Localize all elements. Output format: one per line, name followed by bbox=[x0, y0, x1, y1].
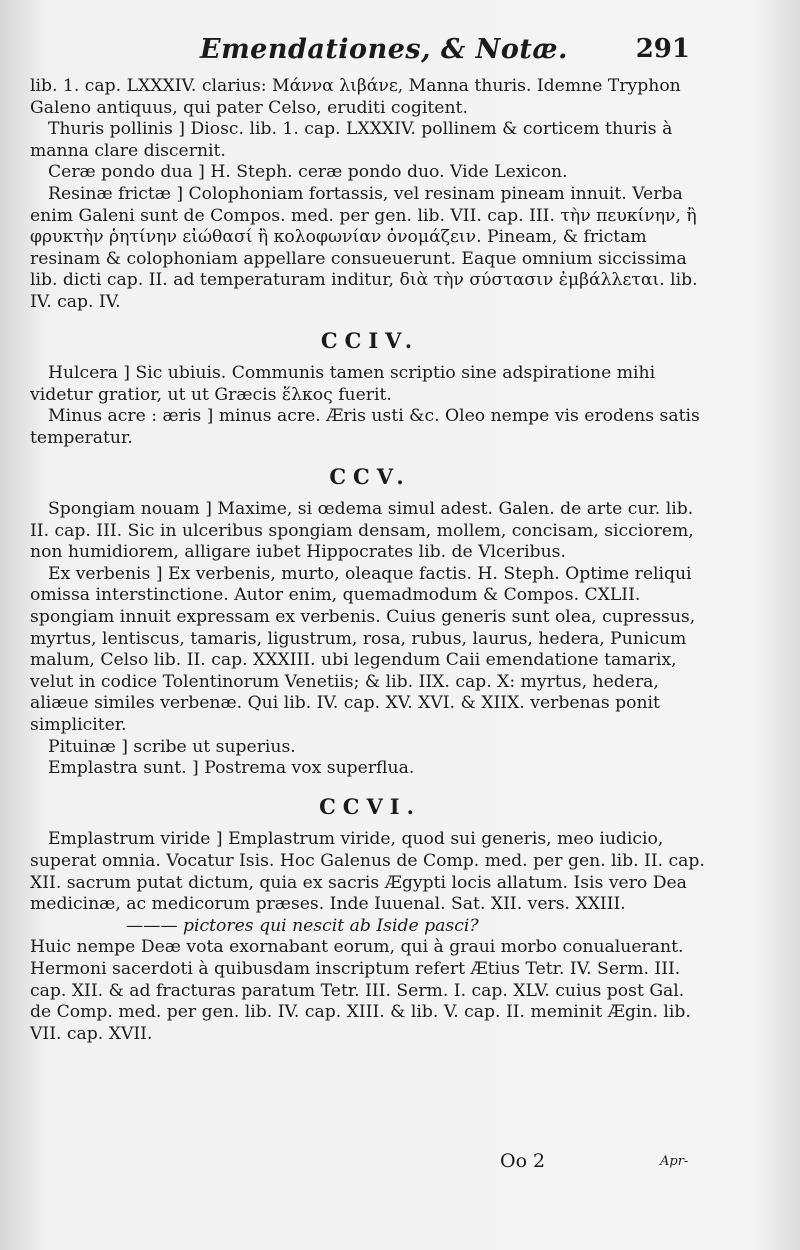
section-heading-ccIV: CCIV. bbox=[320, 327, 420, 353]
page-header bbox=[200, 34, 690, 74]
page-number: 291 bbox=[635, 34, 690, 64]
paragraph-12: Huic nempe Deæ vota exornabant eorum, qui à graui morbo conualuerant. Hermoni sacerdoti à quibusdam inscriptum refert Ætius Tetr. IV. Serm. III. cap. XII. & ad fracturas paratum Tetr. III. Serm. I. cap. XLV. cuius post Gal. de Comp. med. per gen. lib. IV. cap. XIII. & lib. V. cap. II. meminit Ægin. lib. VII. cap. XVII. bbox=[30, 937, 691, 1044]
paragraph-5: Hulcera ] Sic ubiuis. Communis tamen scriptio sine adspiratione mihi videtur gratior, ut ut Græcis ἕλκος fuerit. bbox=[30, 363, 656, 405]
paragraph-10: Emplastra sunt. ] Postrema vox superflua. bbox=[48, 758, 415, 779]
paragraph-1: lib. 1. cap. LXXXIV. clarius: Μάννα λιβάνε, Manna thuris. Idemne Tryphon Galeno antiquus, qui pater Celso, eruditi cogitent. bbox=[30, 76, 681, 118]
section-heading-ccVI: CCVI. bbox=[319, 793, 421, 819]
section-heading-ccV: CCV. bbox=[329, 463, 411, 489]
paragraph-8: Ex verbenis ] Ex verbenis, murto, oleaque factis. H. Steph. Optime reliqui omissa interstinctione. Autor enim, quemadmodum & Compos. CXLII. spongiam innuit expressam ex verbenis. Cuius generis sunt olea, cupressus, myrtus, lentiscus, tamaris, ligustrum, rosa, rubus, laurus, hedera, Punicum malum, Celso lib. II. cap. XXXIII. ubi legendum Caii emendatione tamarix, velut in codice Tolentinorum Venetiis; & lib. IIX. cap. X: myrtus, hedera, aliæue similes verbenæ. Qui lib. IV. cap. XV. XVI. & XIIX. verbenas ponit simpliciter. bbox=[30, 563, 696, 736]
paragraph-4: Resinæ frictæ ] Colophoniam fortassis, vel resinam pineam innuit. Verba enim Galeni sunt de Compos. med. per gen. lib. VII. cap. III. τὴν πευκίνην, ἢ φρυκτὴν ῥητίνην εἰώθασί ἢ κολοφωνίαν ὀνομάζειν. Pineam, & frictam resinam & colophoniam appellare consueuerunt. Eaque omnium siccissima lib. dicti cap. II. ad temperaturam inditur, διὰ τὴν σύστασιν ἐμβάλλεται. lib. IV. cap. IV. bbox=[30, 183, 698, 312]
verse-quote: ——— pictores qui nescit ab Iside pasci? bbox=[126, 915, 479, 936]
signature-mark: Oo 2 bbox=[500, 1150, 546, 1172]
paragraph-2: Thuris pollinis ] Diosc. lib. 1. cap. LXXXIV. pollinem & corticem thuris à manna clare discernit. bbox=[30, 119, 673, 161]
paragraph-9: Pituinæ ] scribe ut superius. bbox=[48, 736, 296, 757]
page-body bbox=[30, 76, 710, 1045]
paragraph-6: Minus acre : æris ] minus acre. Æris usti &c. Oleo nempe vis erodens satis temperatur. bbox=[30, 406, 700, 448]
page-footer bbox=[0, 1150, 710, 1180]
paragraph-7: Spongiam nouam ] Maxime, si œdema simul adest. Galen. de arte cur. lib. II. cap. III. Sic in ulceribus spongiam densam, mollem, concisam, sicciorem, non humidiorem, alligare iubet Hippocrates lib. de Vlceribus. bbox=[30, 499, 694, 563]
running-title: Emendationes, & Notæ. bbox=[200, 34, 568, 65]
paragraph-3: Ceræ pondo dua ] H. Steph. ceræ pondo duo. Vide Lexicon. bbox=[48, 162, 568, 183]
catchword: Apr- bbox=[660, 1154, 689, 1169]
paragraph-11: Emplastrum viride ] Emplastrum viride, quod sui generis, meo iudicio, superat omnia. Vocatur Isis. Hoc Galenus de Comp. med. per gen. lib. II. cap. XII. sacrum putat dictum, quia ex sacris Ægypti locis allatum. Isis vero Dea medicinæ, ac medicorum præses. Inde Iuuenal. Sat. XII. vers. XXIII. bbox=[30, 829, 705, 915]
